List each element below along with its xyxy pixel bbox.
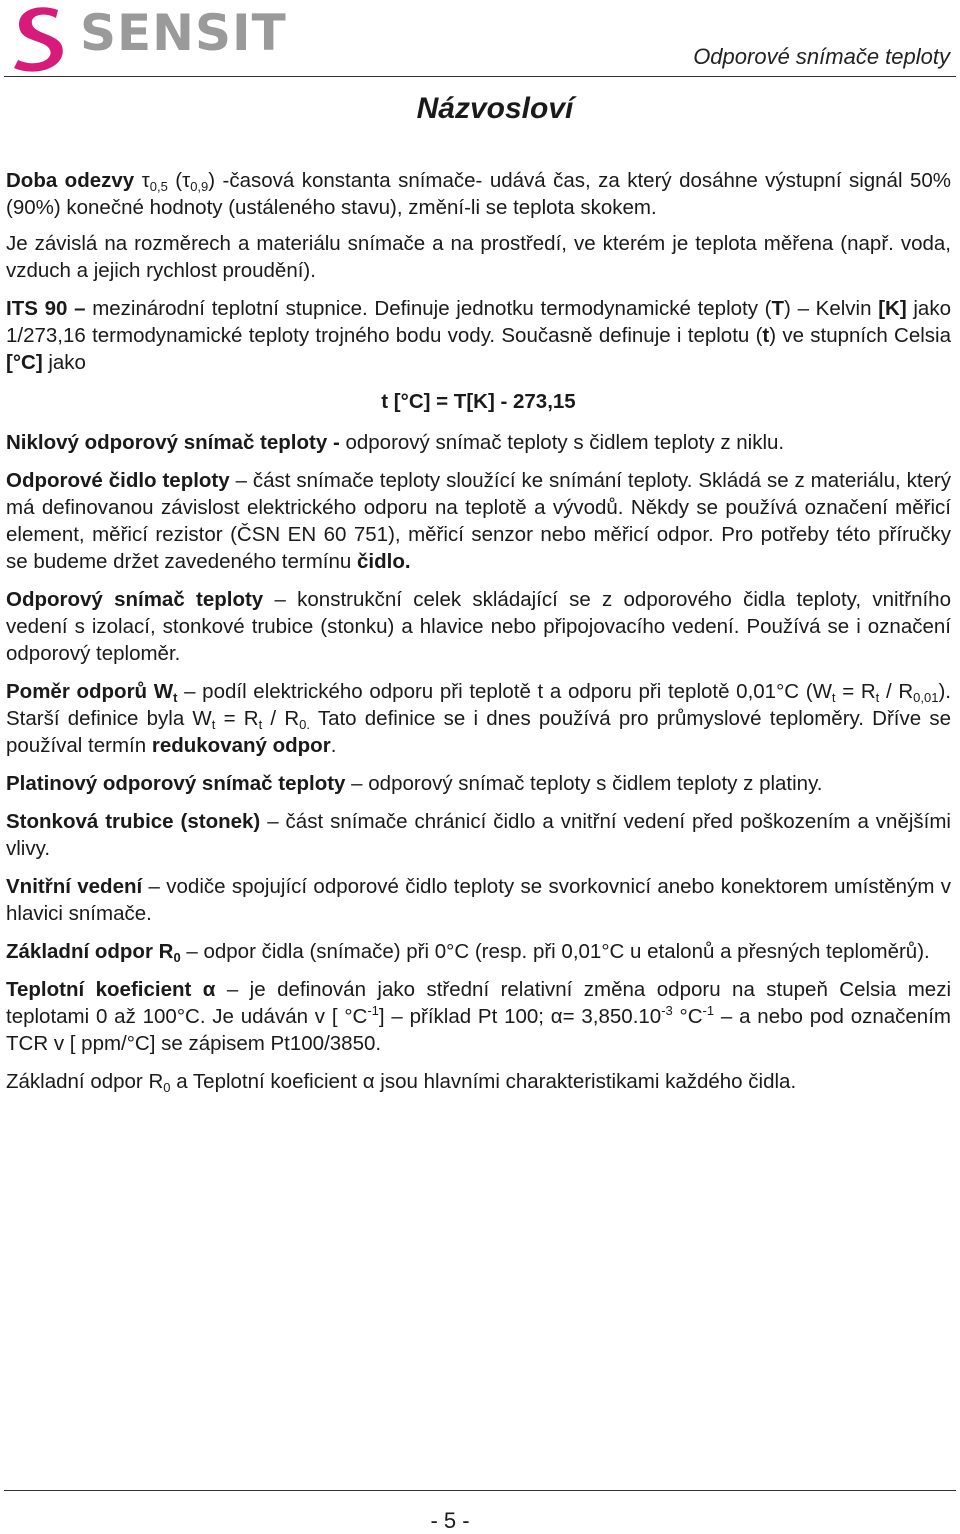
term: Platinový odporový snímač teploty — [6, 772, 346, 795]
entry-stonkova-trubice: Stonková trubice (stonek) – část snímače chránicí čidlo a vnitřní vedení před poškozením a vnějšími vlivy. — [6, 810, 951, 860]
term: Základní odpor $R_0$ — [6, 940, 181, 965]
entry-odporovy-snimac: Odporový snímač teploty – konstrukční celek skládající se z odporového čidla teploty, vnitřního vedení s izolací, stonkové trubice (stonku) a hlavice nebo připojovacího vedení. Používá se i označení odporový teploměr. — [6, 588, 951, 665]
term: ITS 90 – — [6, 297, 86, 320]
page-title: Názvosloví — [416, 92, 574, 125]
entry-doba-odezvy-note: Je závislá na rozměrech a materiálu snímače a na prostředí, ve kterém je teplota měřena (např. voda, vzduch a jejich rychlost proudění). — [6, 232, 951, 282]
entry-doba-odezvy: Doba odezvy $\tau_{0,5}$ $(\tau_{0,9})$ -časová konstanta snímače- udává čas, za který dosáhne výstupní signál 50% (90%) konečné hodnoty (ustáleného stavu), změní-li se teplota skokem. — [6, 169, 951, 219]
term: Niklový odporový snímač teploty - — [6, 431, 340, 454]
term: Teplotní koeficient α — [6, 978, 216, 1001]
term: Doba odezvy — [6, 169, 135, 192]
entry-platinovy: Platinový odporový snímač teploty – odporový snímač teploty s čidlem teploty z platiny. — [6, 772, 823, 795]
glossary-content — [6, 167, 951, 1106]
header-title: Odporové snímače teploty — [693, 44, 950, 69]
term: Stonková trubice (stonek) — [6, 810, 261, 833]
term: Odporové čidlo teploty — [6, 469, 230, 492]
term: Poměr odporů $W_t$ — [6, 680, 178, 705]
summary-paragraph: Základní odpor $R_0$ a Teplotní koeficient α jsou hlavními charakteristikami každého čidla. — [6, 1070, 797, 1095]
entry-pomer-odporu: Poměr odporů $W_t$ – podíl elektrického odporu při teplotě t a odporu při teplotě 0,01°C $(W_t = R_t / R_{0,01})$. Starší definice byla $W_t = R_t / R_{0.}$ Tato definice se i dnes používá pro průmyslové teploměry. Dříve se používal termín redukovaný odpor. — [6, 680, 951, 757]
term: Odporový snímač teploty — [6, 588, 264, 611]
logo-wordmark: SENSIT — [80, 4, 287, 62]
entry-vnitrni-vedeni: Vnitřní vedení – vodiče spojující odporové čidlo teploty se svorkovnicí anebo konektorem umístěným v hlavici snímače. — [6, 875, 951, 925]
entry-niklovy: Niklový odporový snímač teploty - odporový snímač teploty s čidlem teploty z niklu. — [6, 431, 785, 454]
page-number: - 5 - — [430, 1508, 470, 1533]
entry-its90: ITS 90 – mezinárodní teplotní stupnice. Definuje jednotku termodynamické teploty (T) – Kelvin [K] jako 1/273,16 termodynamické teploty trojného bodu vody. Současně definuje i teplotu (t) ve stupních Celsia [°C] jako — [6, 297, 951, 374]
footer-divider — [4, 1490, 956, 1491]
page-header — [0, 0, 960, 80]
entry-odporove-cidlo: Odporové čidlo teploty – část snímače teploty sloužící ke snímání teploty. Skládá se z materiálu, který má definovanou závislost elektrického odporu na teplotě a vývodů. Někdy se používá označení měřicí element, měřicí rezistor (ČSN EN 60 751), měřicí senzor nebo měřicí odpor. Pro potřeby této příručky se budeme držet zavedeného termínu čidlo. — [6, 469, 951, 573]
entry-zakladni-odpor: Základní odpor $R_0$ – odpor čidla (snímače) při 0°C (resp. při 0,01°C u etalonů a přesných teploměrů). — [6, 940, 930, 965]
header-divider — [4, 76, 956, 77]
term: Vnitřní vedení — [6, 875, 143, 898]
entry-teplotni-koeficient: Teplotní koeficient α – je definován jako střední relativní změna odporu na stupeň Celsia mezi teplotami 0 až 100°C. Je udáván v [ $^\circ C^{-1}$] – příklad Pt 100; $\alpha= 3,850.10^{-3}$ $^\circ C^{-1}$ – a nebo pod označením TCR v [ ppm/°C] se zápisem Pt100/3850. — [6, 978, 951, 1055]
kelvin-celsius-formula: t [°C] = T[K] - 273,15 — [381, 390, 576, 413]
